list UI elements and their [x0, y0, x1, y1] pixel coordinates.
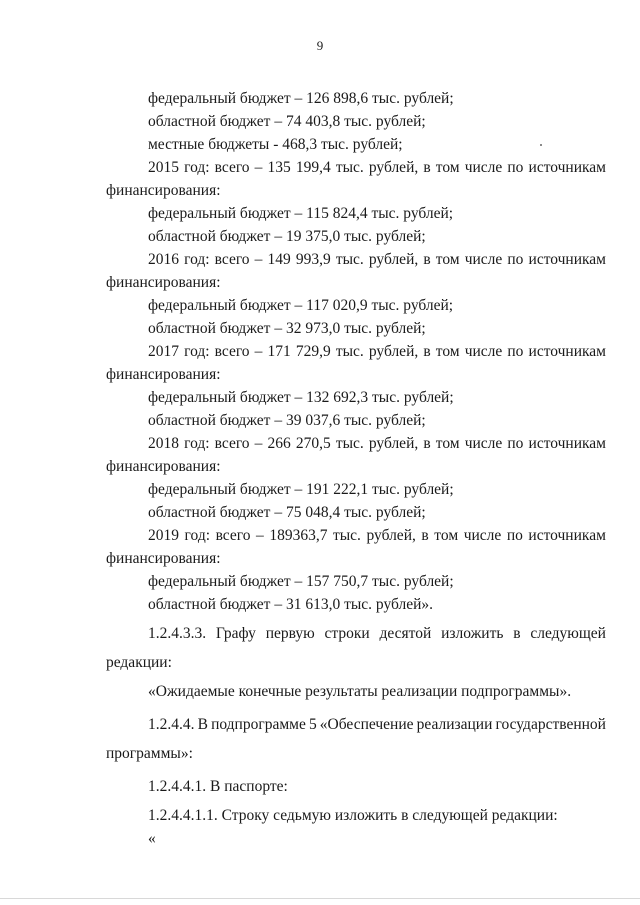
word: –: [254, 435, 263, 452]
word: год:: [184, 527, 211, 544]
word: по: [507, 343, 524, 360]
word: всего: [214, 435, 250, 452]
word: в: [423, 251, 431, 268]
word: 729,9: [295, 343, 331, 360]
word: –: [254, 251, 263, 268]
text-line: финансирования:: [106, 458, 221, 475]
word: источникам: [528, 159, 606, 176]
word: числе: [463, 527, 502, 544]
justified-line: [106, 622, 606, 645]
word: 5: [308, 716, 317, 733]
word: реализации: [416, 716, 493, 733]
text-line: федеральный бюджет – 191 222,1 тыс. рублей;: [148, 481, 454, 498]
word: числе: [464, 159, 503, 176]
word: 149: [267, 251, 291, 268]
justified-line: [106, 524, 606, 547]
word: по: [507, 251, 524, 268]
word: 266: [267, 435, 291, 452]
word: источникам: [528, 251, 606, 268]
text-line: финансирования:: [106, 366, 221, 383]
text-line: «Ожидаемые конечные результаты реализации подпрограммы».: [148, 683, 572, 700]
word: государственной: [495, 716, 606, 733]
text-line: областной бюджет – 31 613,0 тыс. рублей».: [148, 596, 434, 613]
justified-line: [106, 156, 606, 179]
word: в: [423, 435, 431, 452]
word: том: [435, 343, 460, 360]
word: «Обеспечение: [319, 716, 414, 733]
word: год:: [184, 251, 210, 268]
word: тыс.: [335, 251, 364, 268]
justified-line: [106, 713, 606, 736]
text-line: областной бюджет – 75 048,4 тыс. рублей;: [148, 504, 426, 521]
word: –: [254, 343, 263, 360]
page-number: 9: [316, 38, 324, 53]
text-line: финансирования:: [106, 182, 221, 199]
word: в: [513, 625, 521, 642]
word: тыс.: [335, 435, 364, 452]
justified-line: [106, 432, 606, 455]
justified-line: [106, 248, 606, 271]
text-line: местные бюджеты - 468,3 тыс. рублей;: [148, 136, 403, 153]
word: том: [435, 435, 460, 452]
word: –: [254, 159, 263, 176]
word: том: [435, 251, 460, 268]
word: изложить: [441, 625, 504, 642]
page-edge: [0, 898, 640, 899]
word: источникам: [528, 435, 606, 452]
word: всего: [214, 343, 250, 360]
word: подпрограмме: [211, 716, 306, 733]
word: 189363,7: [269, 527, 328, 544]
word: по: [507, 159, 524, 176]
word: в: [423, 159, 431, 176]
word: 2015: [148, 159, 179, 176]
word: числе: [464, 435, 503, 452]
text-line: редакции:: [106, 654, 172, 671]
word: 171: [267, 343, 291, 360]
word: в: [421, 527, 429, 544]
word: всего: [214, 159, 250, 176]
word: первую: [265, 625, 315, 642]
word: том: [435, 159, 460, 176]
word: 993,9: [295, 251, 331, 268]
word: рублей,: [366, 527, 416, 544]
word: рублей,: [368, 251, 419, 268]
word: рублей,: [368, 159, 419, 176]
word: 2017: [148, 343, 179, 360]
word: 270,5: [295, 435, 331, 452]
text-line: областной бюджет – 19 375,0 тыс. рублей;: [148, 228, 426, 245]
word: 2019: [148, 527, 179, 544]
word: год:: [184, 435, 210, 452]
word: строки: [324, 625, 370, 642]
text-line: 1.2.4.4.1.1. Строку седьмую изложить в следующей редакции:: [148, 807, 558, 824]
word: –: [256, 527, 264, 544]
word: 135: [267, 159, 291, 176]
word: 2018: [148, 435, 179, 452]
word: тыс.: [335, 343, 364, 360]
word: всего: [215, 527, 251, 544]
word: том: [434, 527, 459, 544]
word: рублей,: [368, 435, 419, 452]
text-line: областной бюджет – 74 403,8 тыс. рублей;: [148, 113, 426, 130]
word: Графу: [215, 625, 256, 642]
word: 199,4: [295, 159, 331, 176]
text-line: областной бюджет – 32 973,0 тыс. рублей;: [148, 320, 426, 337]
word: рублей,: [368, 343, 419, 360]
text-line: «: [148, 830, 156, 847]
document-body: [106, 87, 606, 850]
word: по: [506, 527, 523, 544]
text-line: программы»:: [106, 745, 193, 762]
text-line: федеральный бюджет – 115 824,4 тыс. рублей;: [148, 205, 454, 222]
word: в: [423, 343, 431, 360]
word: тыс.: [332, 527, 361, 544]
word: 1.2.4.4.: [148, 716, 195, 733]
text-line: финансирования:: [106, 274, 221, 291]
word: 2016: [148, 251, 179, 268]
text-line: федеральный бюджет – 157 750,7 тыс. рублей;: [148, 573, 454, 590]
word: год:: [184, 343, 210, 360]
word: тыс.: [335, 159, 364, 176]
word: десятой: [379, 625, 432, 642]
word: числе: [464, 251, 503, 268]
word: 1.2.4.3.3.: [148, 625, 207, 642]
word: источникам: [528, 343, 606, 360]
justified-line: [106, 340, 606, 363]
text-line: областной бюджет – 39 037,6 тыс. рублей;: [148, 412, 426, 429]
word: следующей: [530, 625, 606, 642]
word: источникам: [528, 527, 606, 544]
text-line: федеральный бюджет – 126 898,6 тыс. рублей;: [148, 90, 454, 107]
word: по: [507, 435, 524, 452]
word: год:: [184, 159, 210, 176]
word: числе: [464, 343, 503, 360]
scan-artifact: [540, 144, 542, 146]
text-line: федеральный бюджет – 132 692,3 тыс. рублей;: [148, 389, 454, 406]
text-line: 1.2.4.4.1. В паспорте:: [148, 778, 288, 795]
word: В: [197, 716, 208, 733]
word: всего: [214, 251, 250, 268]
text-line: финансирования:: [106, 550, 221, 567]
text-line: федеральный бюджет – 117 020,9 тыс. рублей;: [148, 297, 454, 314]
